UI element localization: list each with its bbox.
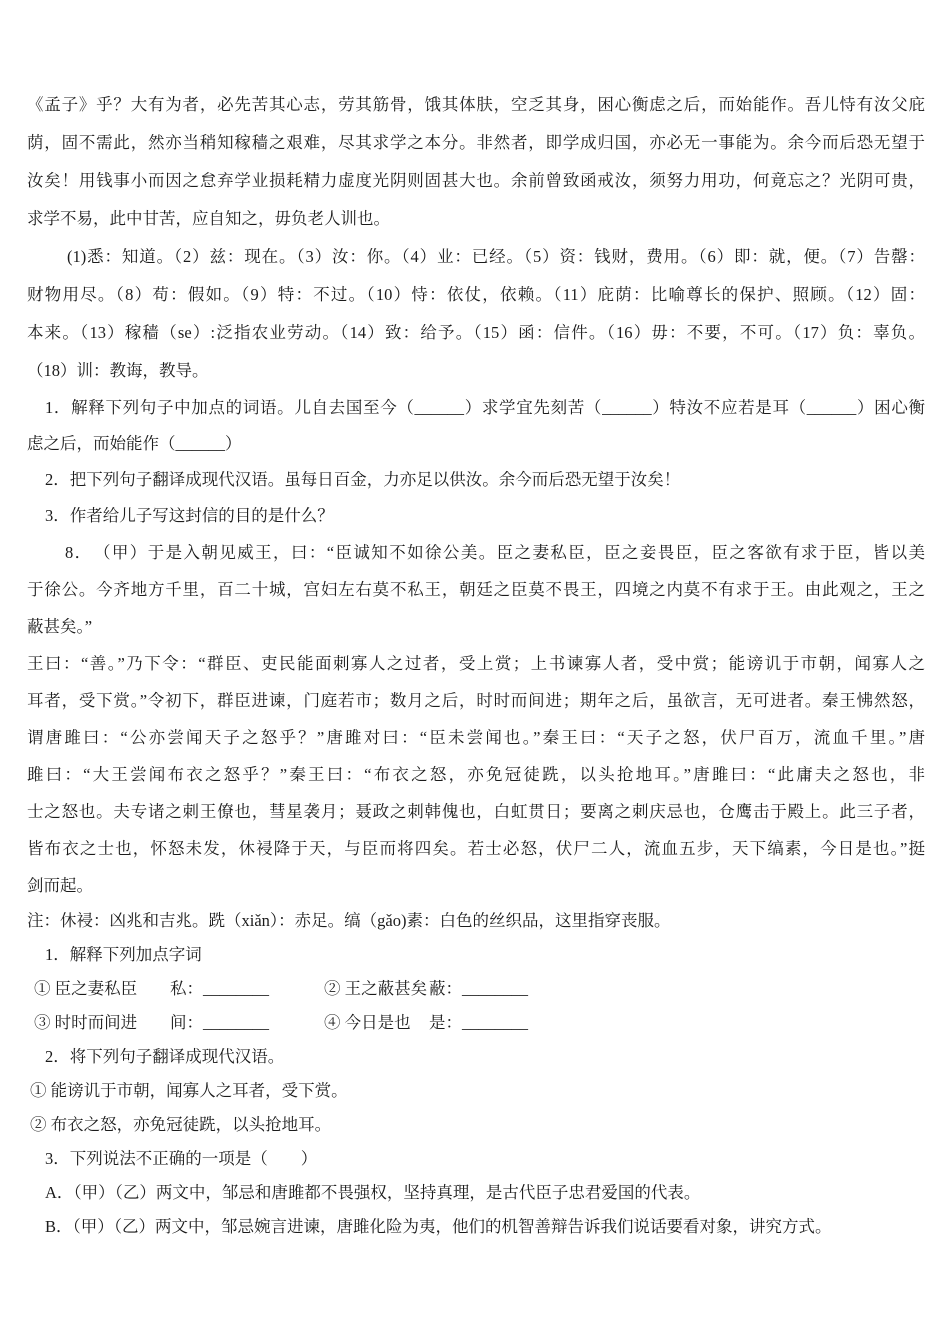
translation-item: ① 能谤讥于市朝，闻寡人之耳者，受下赏。	[30, 1081, 348, 1100]
question-3-label: 3．下列说法不正确的一项是（ ）	[45, 1149, 318, 1168]
item-phrase: ② 王之蔽甚矣	[324, 979, 428, 998]
passage-line: 8． （甲）于是入朝见威王，曰：“臣诚知不如徐公美。臣之妻私臣，臣之妾畏臣，臣之客欲有求于臣，皆以美	[65, 543, 925, 562]
question-3: 3．作者给儿子写这封信的目的是什么？	[45, 506, 334, 525]
choice-option-a: A．（甲）（乙）两文中，邹忌和唐雎都不畏强权，坚持真理，是古代臣子忠君爱国的代表。	[45, 1183, 701, 1202]
question-1-label: 1．解释下列加点字词	[45, 945, 202, 964]
passage-line: 汝矣！用钱事小而因之怠弃学业损耗精力虚度光阴则固甚大也。余前曾致函戒汝，须努力用功，何竟忘之？光阴可贵，	[27, 171, 925, 190]
passage-line: 谓唐雎曰：“公亦尝闻天子之怒乎？”唐雎对曰：“臣未尝闻也。”秦王曰：“天子之怒，伏尸百万，流血千里。”唐	[27, 728, 925, 747]
translation-item: ② 布衣之怒，亦免冠徒跣，以头抢地耳。	[30, 1115, 332, 1134]
choice-option-b: B．（甲）（乙）两文中，邹忌婉言进谏，唐雎化险为夷，他们的机智善辩告诉我们说话要看对象，讲究方式。	[45, 1217, 832, 1236]
passage-line: 《孟子》乎？大有为者，必先苦其心志，劳其筋骨，饿其体肤，空乏其身，困心衡虑之后，而始能作。吾儿恃有汝父庇	[27, 95, 925, 114]
passage-line: 蔽甚矣。”	[27, 617, 93, 636]
item-blank: 是：________	[429, 1013, 528, 1032]
passage-line: 耳者，受下赏。”令初下，群臣进谏，门庭若市；数月之后，时时而间进；期年之后，虽欲言，无可进者。秦王怫然怒，	[27, 691, 925, 710]
fill-blank-row	[27, 1006, 925, 1040]
passage-line: 雎曰：“大王尝闻布衣之怒乎？”秦王曰：“布衣之怒，亦免冠徒跣，以头抢地耳。”唐雎曰：“此庸夫之怒也，非	[27, 765, 925, 784]
passage-line: 王曰：“善。”乃下令：“群臣、吏民能面刺寡人之过者，受上赏；上书谏寡人者，受中赏；能谤讥于市朝，闻寡人之	[27, 654, 925, 673]
notes-line: （18）训：教诲，教导。	[27, 361, 209, 380]
item-blank: 私：________	[170, 979, 269, 998]
passage-line: 士之怒也。夫专诸之刺王僚也，彗星袭月；聂政之刺韩傀也，白虹贯日；要离之刺庆忌也，仓鹰击于殿上。此三子者，	[27, 802, 925, 821]
fill-blank-row	[27, 972, 925, 1006]
annotation-note: 注：休祲：凶兆和吉兆。跣（xiǎn）：赤足。缟（gǎo)素：白色的丝织品，这里指穿丧服。	[27, 911, 671, 930]
question-1-line: 虑之后，而始能作（______）	[27, 434, 242, 453]
item-phrase: ① 臣之妻私臣	[34, 979, 138, 998]
item-blank: 间：________	[170, 1013, 269, 1032]
passage-line: 于徐公。今齐地方千里，百二十城，宫妇左右莫不私王，朝廷之臣莫不畏王，四境之内莫不有求于王。由此观之，王之	[27, 580, 925, 599]
question-2: 2．把下列句子翻译成现代汉语。虽每日百金，力亦足以供汝。余今而后恐无望于汝矣！	[45, 470, 681, 489]
notes-line: 本来。（13）稼穑（se）:泛指农业劳动。（14）致：给予。（15）函：信件。（16）毋：不要，不可。（17）负：辜负。	[27, 323, 925, 342]
item-phrase: ④ 今日是也	[324, 1013, 411, 1032]
question-2-label: 2．将下列句子翻译成现代汉语。	[45, 1047, 285, 1066]
question-1-line: 1．解释下列句子中加点的词语。儿自去国至今（______）求学宜先刻苦（______）特汝不应若是耳（______）困心衡	[45, 398, 925, 417]
passage-line: 荫，固不需此，然亦当稍知稼穑之艰难，尽其求学之本分。非然者，即学成归国，亦必无一事能为。余今而后恐无望于	[27, 133, 925, 152]
notes-line: 财物用尽。（8）苟：假如。（9）特：不过。（10）恃：依仗，依赖。（11）庇荫：比喻尊长的保护、照顾。（12）固：	[27, 285, 925, 304]
passage-line: 求学不易，此中甘苦，应自知之，毋负老人训也。	[27, 209, 390, 228]
passage-line: 皆布衣之士也，怀怒未发，休祲降于天，与臣而将四矣。若士必怒，伏尸二人，流血五步，天下缟素，今日是也。”挺	[27, 839, 925, 858]
passage-line: 剑而起。	[27, 876, 93, 895]
item-blank: 蔽：________	[429, 979, 528, 998]
item-phrase: ③ 时时而间进	[34, 1013, 138, 1032]
notes-line: (1)悉：知道。（2）兹：现在。（3）汝：你。（4）业：已经。（5）资：钱财，费用。（6）即：就，便。（7）告罄：	[67, 247, 925, 266]
